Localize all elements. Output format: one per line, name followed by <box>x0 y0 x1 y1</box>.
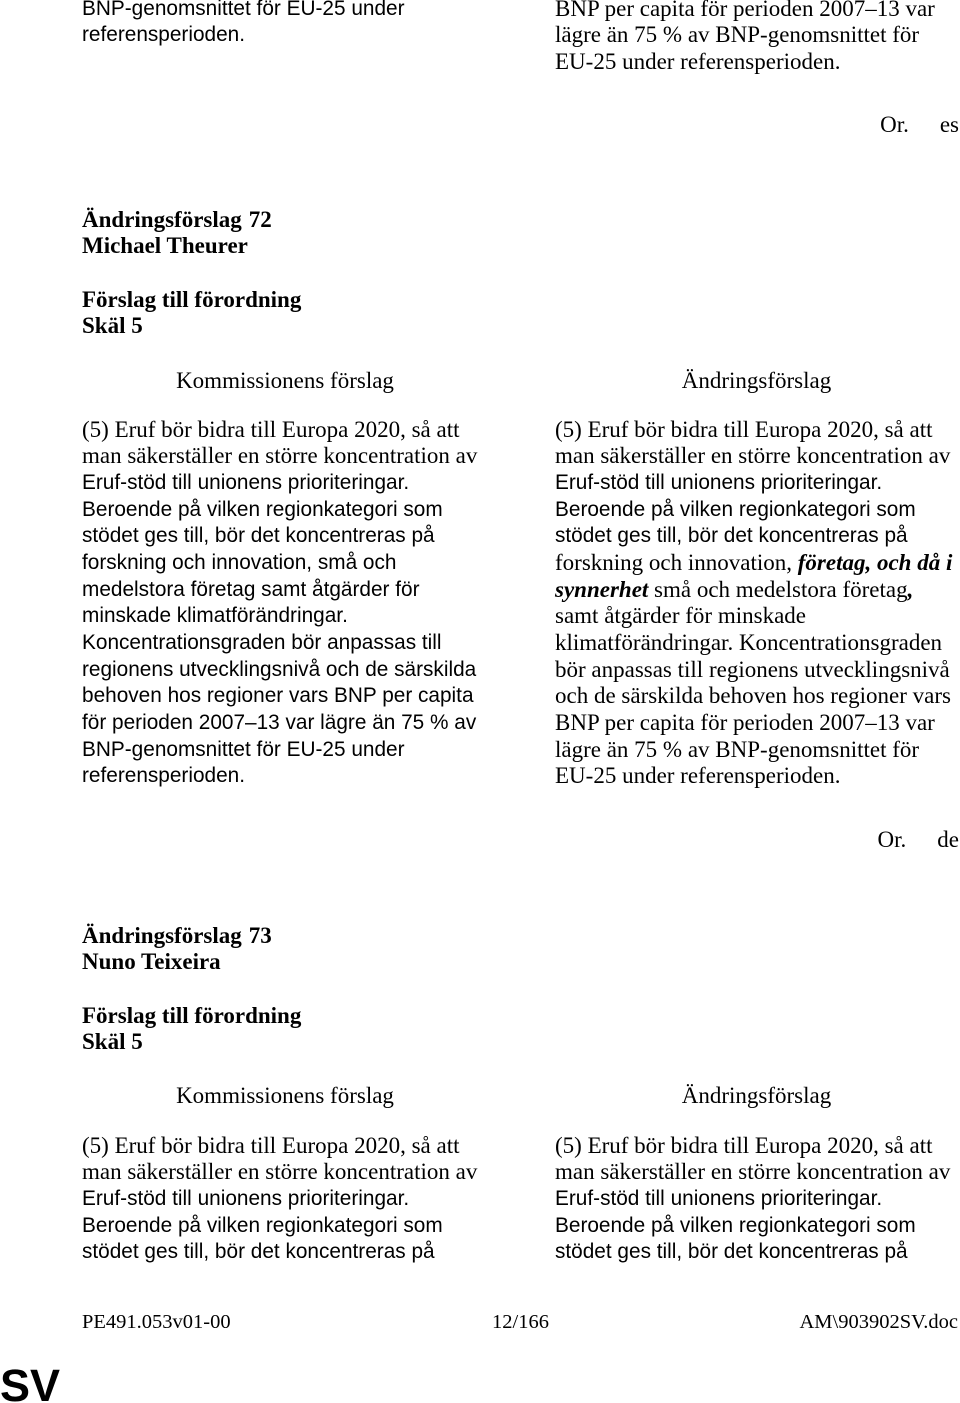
commission-text-line: referensperioden. <box>82 764 246 788</box>
commission-text-line: regionens utvecklingsnivå och de särskilda <box>82 657 477 681</box>
amended-text-line: man säkerställer en större koncentration av <box>555 1159 951 1185</box>
commission-text <box>82 0 488 49</box>
footer-file-name: AM\903902SV.doc <box>799 1311 958 1333</box>
recital-reference: Skäl 5 <box>82 1029 143 1055</box>
commission-text-line: stödet ges till, bör det koncentreras på <box>82 524 435 548</box>
amended-text-line: (5) Eruf bör bidra till Europa 2020, så att <box>555 1132 933 1158</box>
commission-text-line: för perioden 2007–13 var lägre än 75 % av <box>82 711 477 735</box>
amended-text-line: lägre än 75 % av BNP-genomsnittet för <box>555 22 920 48</box>
amended-text-line: EU-25 under referensperioden. <box>555 763 841 789</box>
commission-text <box>82 1133 488 1266</box>
amended-text-line <box>555 577 958 604</box>
amendment-title <box>82 923 942 950</box>
amended-text-line: EU-25 under referensperioden. <box>555 48 841 74</box>
amendment-number: 72 <box>248 206 272 232</box>
amended-text-line: stödet ges till, bör det koncentreras på <box>555 524 908 548</box>
commission-text-line: BNP-genomsnittet för EU-25 under <box>82 737 405 761</box>
proposal-title: Förslag till förordning <box>82 1002 302 1028</box>
amended-text-line: (5) Eruf bör bidra till Europa 2020, så att <box>555 416 933 442</box>
commission-text-line: minskade klimatförändringar. <box>82 604 348 628</box>
commission-proposal-header: Kommissionens förslag <box>176 367 394 393</box>
recital-reference: Skäl 5 <box>82 313 143 339</box>
amendment-author: Michael Theurer <box>82 233 248 259</box>
added-text: synnerhet <box>555 576 649 602</box>
amended-text-line: lägre än 75 % av BNP-genomsnittet för <box>555 736 920 762</box>
amended-text-line: bör anpassas till regionens utvecklingsnivå <box>555 656 950 682</box>
commission-text-line: Eruf-stöd till unionens prioriteringar. <box>82 1186 410 1210</box>
amended-text-line: klimatförändringar. Koncentrationsgraden <box>555 630 943 655</box>
added-text: , <box>907 576 914 602</box>
amendment-heading <box>82 207 942 260</box>
amendment-column-header: Ändringsförslag <box>681 1082 832 1108</box>
amended-text <box>555 0 958 76</box>
proposal-reference <box>82 287 942 340</box>
amended-text-line: Eruf-stöd till unionens prioriteringar. <box>555 470 883 494</box>
amended-text-line: och de särskilda behoven hos regioner vars <box>555 683 951 709</box>
original-language <box>878 827 959 854</box>
commission-text-line: Koncentrationsgraden bör anpassas till <box>82 631 442 654</box>
amended-text-line: Beroende på vilken regionkategori som <box>555 497 916 521</box>
commission-text <box>82 417 488 791</box>
amended-text-line: BNP per capita för perioden 2007–13 var <box>555 710 935 736</box>
amended-text-line: Eruf-stöd till unionens prioriteringar. <box>555 1186 883 1210</box>
amended-text-line: stödet ges till, bör det koncentreras på <box>555 1240 908 1264</box>
commission-text-line: stödet ges till, bör det koncentreras på <box>82 1240 435 1264</box>
commission-text-line: medelstora företag samt åtgärder för <box>82 577 420 601</box>
amendment-heading <box>82 923 942 976</box>
amended-text-line: man säkerställer en större koncentration av <box>555 443 951 469</box>
commission-text-line: Beroende på vilken regionkategori som <box>82 497 443 521</box>
amended-text <box>555 417 958 791</box>
commission-text-line: man säkerställer en större koncentration av <box>82 1159 478 1185</box>
amendment-number: 73 <box>248 922 272 948</box>
unchanged-text: små och medelstora företag <box>648 576 908 602</box>
amendment-column-header: Ändringsförslag <box>681 367 832 393</box>
commission-text-line: Eruf-stöd till unionens prioriteringar. <box>82 470 410 494</box>
commission-text-line: man säkerställer en större koncentration av <box>82 443 478 469</box>
amendment-label: Ändringsförslag <box>82 206 242 232</box>
amended-text-line: BNP per capita för perioden 2007–13 var <box>555 0 935 21</box>
original-language <box>880 112 959 139</box>
amended-text-line <box>555 550 958 577</box>
footer-page-number: 12/166 <box>492 1311 549 1333</box>
commission-text-line: referensperioden. <box>82 23 246 47</box>
commission-text-line: forskning och innovation, små och <box>82 550 397 574</box>
footer-reference: PE491.053v01-00 <box>82 1311 231 1333</box>
original-language-label: Or. <box>877 826 907 852</box>
commission-text-line: (5) Eruf bör bidra till Europa 2020, så att <box>82 1132 460 1158</box>
amendment-label: Ändringsförslag <box>82 922 242 948</box>
commission-text-line: behoven hos regioner vars BNP per capita <box>82 684 474 708</box>
proposal-title: Förslag till förordning <box>82 286 302 312</box>
added-text: företag, och då i <box>797 549 953 575</box>
proposal-reference <box>82 1003 942 1056</box>
amendment-author: Nuno Teixeira <box>82 949 221 975</box>
amended-text <box>555 1133 958 1266</box>
original-language-label: Or. <box>880 111 909 137</box>
amended-text-line: Beroende på vilken regionkategori som <box>555 1213 916 1237</box>
amended-text-line: samt åtgärder för minskade <box>555 603 806 629</box>
language-code: SV <box>0 1360 61 1403</box>
original-language-code: es <box>939 111 959 137</box>
commission-text-line: (5) Eruf bör bidra till Europa 2020, så att <box>82 416 460 442</box>
commission-text-line: BNP-genomsnittet för EU-25 under <box>82 0 405 20</box>
original-language-code: de <box>937 826 959 852</box>
commission-text-line: Beroende på vilken regionkategori som <box>82 1213 443 1237</box>
amendment-title <box>82 207 942 234</box>
unchanged-text: forskning och innovation, <box>555 549 798 575</box>
commission-proposal-header: Kommissionens förslag <box>176 1082 394 1108</box>
